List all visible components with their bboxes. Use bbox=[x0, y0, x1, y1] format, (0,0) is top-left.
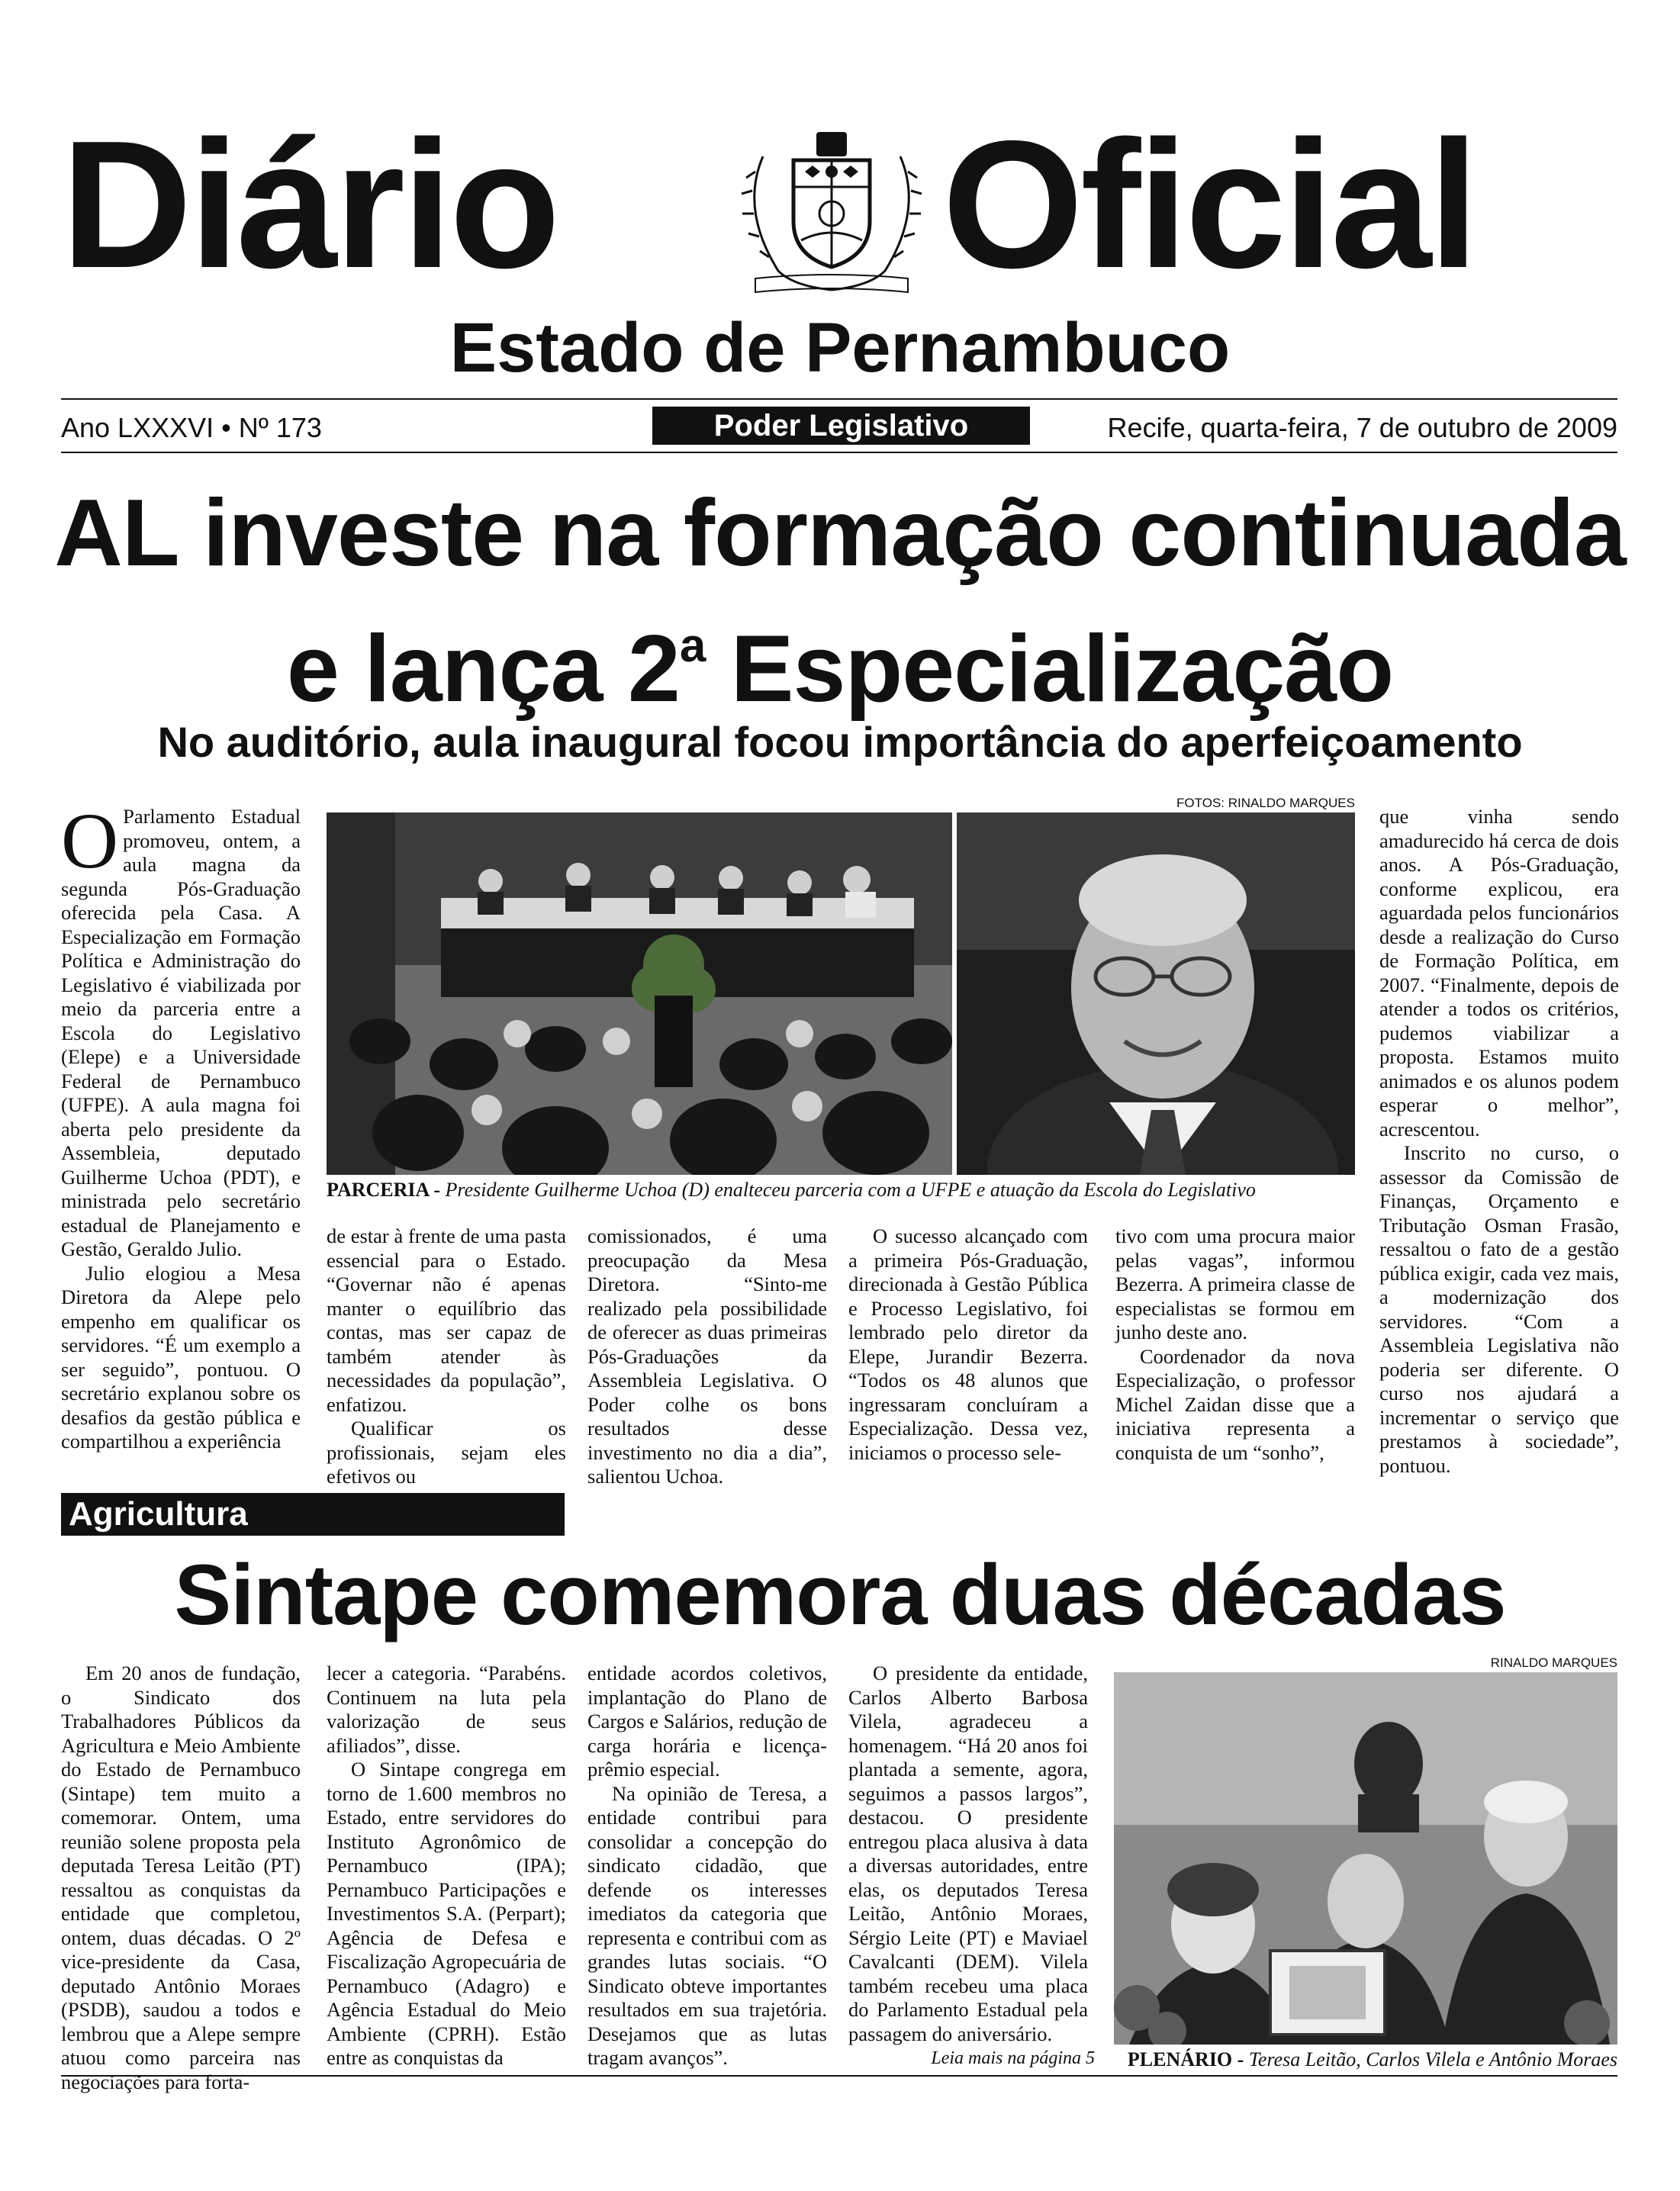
section-label: Agricultura bbox=[61, 1493, 565, 1536]
issue-date: Recife, quarta-feira, 7 de outubro de 2009 bbox=[1107, 412, 1617, 443]
lead-headline: AL investe na formação continuada e lança 2$^a$ Especialização bbox=[54, 481, 1626, 722]
masthead-title-right: Oficial bbox=[942, 104, 1476, 306]
drop-cap: O bbox=[61, 797, 119, 885]
branch-label: Poder Legislativo bbox=[652, 407, 1030, 445]
masthead-rule-top bbox=[61, 398, 1617, 400]
auditorium-photo bbox=[327, 812, 952, 1175]
caption-label: PARCERIA - bbox=[327, 1179, 446, 1201]
coat-of-arms-icon bbox=[732, 126, 931, 301]
second-column-2: lecer a categoria. “Parabéns. Continuem na luta pela valorização de seus afiliados”, disse. O Sintape congrega em torno de 1.600 membros no Estado, entre servidores do Instituto Agronômico de Pernambuco (IPA); Pernambuco Participações e Investimentos S.A. (Perpart); Agência de Defesa e Fiscalização Agropecuária de Pernambuco (Adagro) e Agência Estadual do Meio Ambiente (CPRH). Estão entre as conquistas da bbox=[327, 1662, 566, 2069]
lead-column-6: que vinha sendo amadurecido há cerca de dois anos. A Pós-Graduação, conforme explicou, era aguardada pelos funcionários desde a realização do Curso de Formação Política, em 2007. “Finalmente, depois de atender a todos os critérios, pudemos viabilizar a proposta. Estamos muito animados e os alunos podem esperar o melhor”, acrescentou. Inscrito no curso, o assessor da Comissão de Finanças, Orçamento e Tributação Osman Frasão, ressaltou o fato de a gestão pública exigir, cada vez mais, a modernização dos servidores. “Com a Assembleia Legislativa não poderia ser diferente. O curso nos ajudará a incrementar o serviço que prestamos à sociedade”, pontuou. bbox=[1379, 805, 1619, 1477]
masthead-subtitle: Estado de Pernambuco bbox=[449, 309, 1231, 387]
continued-note: Leia mais na página 5 bbox=[931, 2048, 1095, 2068]
second-column-4: O presidente da entidade, Carlos Alberto Barbosa Vilela, agradeceu a homenagem. “Há 20 anos foi plantada a semente, agora, seguimos a passos largos”, destacou. O presidente entregou placa alusiva à data a diversas autoridades, entre elas, os deputados Teresa Leitão, Antônio Moraes, Sérgio Leite (PT) e Maviael Cavalcanti (DEM). Vilela também recebeu uma placa do Parlamento Estadual pela passagem do aniversário. bbox=[848, 1662, 1088, 2045]
page-bottom-rule bbox=[61, 2075, 1617, 2077]
second-headline: Sintape comemora duas décadas bbox=[174, 1547, 1506, 1642]
lead-column-1: O Parlamento Estadual promoveu, ontem, a aula magna da segunda Pós-Graduação oferecida pela Casa. A Especialização em Formação Política e Administração do Legislativo é viabilizada por meio da parceria entre a Escola do Legislativo (Elepe) e a Universidade Federal de Pernambuco (UFPE). A aula magna foi aberta pelo presidente da Assembleia, deputado Guilherme Uchoa (PDT), e ministrada pelo secretário estadual de Planejamento e Gestão, Geraldo Julio. Julio elogiou a Mesa Diretora da Alepe pelo empenho em qualificar os servidores. “É um exemplo a ser seguido”, pontuou. O secretário explanou sobre os desafios da gestão pública e compartilhou a experiência bbox=[61, 797, 301, 1453]
masthead-title-left: Diário bbox=[61, 104, 558, 306]
portrait-photo bbox=[957, 812, 1355, 1175]
second-column-3: entidade acordos coletivos, implantação do Plano de Cargos e Salários, redução de carga horária e licença-prêmio especial. Na opinião de Teresa, a entidade contribui para consolidar a concepção do sindicato cidadão, que defende os interesses imediatos da categoria que representa e contribui com as grandes lutas sociais. “O Sindicato obteve importantes resultados em sua trajetória. Desejamos que as lutas tragam avanços”. bbox=[587, 1662, 827, 2069]
caption-label: PLENÁRIO - bbox=[1127, 2048, 1249, 2070]
second-column-1: Em 20 anos de fundação, o Sindicato dos Trabalhadores Públicos da Agricultura e Meio Ambiente do Estado de Pernambuco (Sintape) tem muito a comemorar. Ontem, uma reunião solene proposta pela deputada Teresa Leitão (PT) ressaltou as conquistas da entidade que completou, ontem, duas décadas. O 2º vice-presidente da Casa, deputado Antônio Moraes (PSDB), saudou a todos e lembrou que a Alepe sempre atuou como parceira nas negociações para forta- bbox=[61, 1662, 301, 2093]
lead-photo-caption: PARCERIA - Presidente Guilherme Uchoa (D) enalteceu parceria com a UFPE e atuação da Escola do Legislativo bbox=[327, 1179, 1256, 1201]
second-photo-caption: PLENÁRIO - Teresa Leitão, Carlos Vilela e Antônio Moraes bbox=[1127, 2048, 1617, 2070]
lead-column-2: de estar à frente de uma pasta essencial para o Estado. “Governar não é apenas manter o equilíbrio das contas, mas ser capaz de também atender às necessidades da população”, enfatizou. Qualificar os profissionais, sejam eles efetivos ou bbox=[327, 1224, 566, 1488]
issue-number: Ano LXXXVI • Nº 173 bbox=[61, 412, 322, 443]
masthead-rule-bottom bbox=[61, 452, 1617, 453]
lead-photo-credit: FOTOS: RINALDO MARQUES bbox=[1176, 796, 1355, 810]
lead-column-4: O sucesso alcançado com a primeira Pós-Graduação, direcionada à Gestão Pública e Processo Legislativo, foi lembrado pelo diretor da Elepe, Jurandir Bezerra. “Todos os 48 alunos que ingressaram concluíram a Especialização. Dessa vez, iniciamos o processo sele- bbox=[848, 1224, 1088, 1464]
second-photo-credit: RINALDO MARQUES bbox=[1490, 1655, 1617, 1670]
lead-column-3: comissionados, é uma preocupação da Mesa Diretora. “Sinto-me realizado pela possibilidade de oferecer as duas primeiras Pós-Graduações da Assembleia Legislativa. O Poder colhe os bons resultados desse investimento no dia a dia”, salientou Uchoa. bbox=[587, 1224, 827, 1488]
ceremony-photo bbox=[1114, 1672, 1617, 2045]
lead-deck: No auditório, aula inaugural focou importância do aperfeiçoamento bbox=[157, 718, 1523, 766]
lead-column-5: tivo com uma procura maior pelas vagas”, informou Bezerra. A primeira classe de especialistas se formou em junho deste ano. Coordenador da nova Especialização, o professor Michel Zaidan disse que a iniciativa representa a conquista de um “sonho”, bbox=[1115, 1224, 1355, 1464]
